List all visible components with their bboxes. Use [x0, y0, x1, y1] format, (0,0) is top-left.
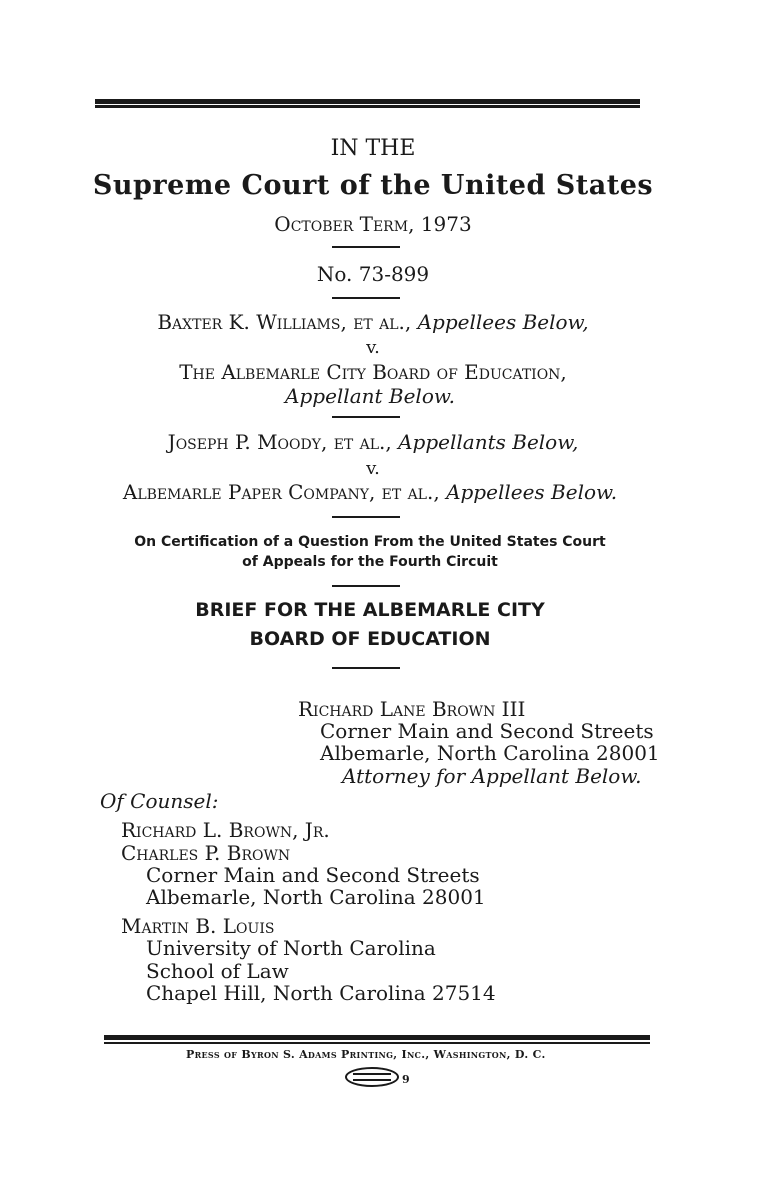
- divider: [332, 516, 400, 518]
- divider: [332, 667, 400, 669]
- divider: [332, 246, 400, 248]
- brief-title-line1: BRIEF FOR THE ALBEMARLE CITY: [195, 599, 545, 621]
- union-label-icon: [345, 1067, 399, 1087]
- case2-party2-name: Albemarle Paper Company, et al.,: [122, 480, 440, 504]
- docket-number: No. 73-899: [316, 262, 430, 286]
- attorney-address2: Albemarle, North Carolina 28001: [320, 741, 660, 765]
- counsel-name: Charles P. Brown: [121, 841, 291, 865]
- attorney-address1: Corner Main and Second Streets: [320, 719, 654, 743]
- of-counsel-heading: Of Counsel:: [100, 789, 219, 813]
- counsel-name: Richard L. Brown, Jr.: [121, 818, 330, 842]
- certification-line2: of Appeals for the Fourth Circuit: [242, 554, 498, 570]
- case1-party1-name: Baxter K. Williams, et al.,: [157, 310, 412, 334]
- counsel-address: Corner Main and Second Streets: [146, 863, 480, 887]
- brief-title-line2: BOARD OF EDUCATION: [249, 628, 491, 650]
- case2-party1: [3, 430, 743, 454]
- counsel-address: Chapel Hill, North Carolina 27514: [146, 981, 496, 1005]
- in-the-heading: IN THE: [330, 136, 416, 161]
- certification-line1: On Certification of a Question From the United States Court: [134, 534, 606, 550]
- case1-versus: v.: [366, 337, 380, 358]
- case2-party2-role: Appellees Below.: [446, 480, 618, 504]
- counsel-name: Martin B. Louis: [121, 914, 275, 938]
- case1-party2-name: The Albemarle City Board of Education,: [179, 360, 567, 384]
- case2-versus: v.: [366, 458, 380, 479]
- page-mark: 9: [402, 1073, 410, 1086]
- attorney-role: Attorney for Appellant Below.: [342, 764, 642, 788]
- printer-credit: Press of Byron S. Adams Printing, Inc., Washington, D. C.: [186, 1048, 546, 1061]
- court-name: Supreme Court of the United States: [92, 170, 654, 201]
- divider: [332, 585, 400, 587]
- case1-party1-role: Appellees Below,: [417, 310, 589, 334]
- top-double-rule: [95, 99, 640, 108]
- divider: [332, 297, 400, 299]
- bottom-double-rule: [104, 1035, 650, 1044]
- term-line: October Term, 1973: [274, 212, 472, 236]
- case1-party2-role: Appellant Below.: [285, 384, 455, 408]
- counsel-address: School of Law: [146, 959, 289, 983]
- attorney-name: Richard Lane Brown III: [298, 697, 526, 721]
- counsel-address: University of North Carolina: [146, 936, 436, 960]
- case2-party1-name: Joseph P. Moody, et al.,: [167, 430, 392, 454]
- counsel-address: Albemarle, North Carolina 28001: [146, 885, 486, 909]
- case1-party1: [3, 310, 743, 334]
- case2-party1-role: Appellants Below,: [398, 430, 579, 454]
- divider: [332, 416, 400, 418]
- case2-party2: [0, 480, 740, 504]
